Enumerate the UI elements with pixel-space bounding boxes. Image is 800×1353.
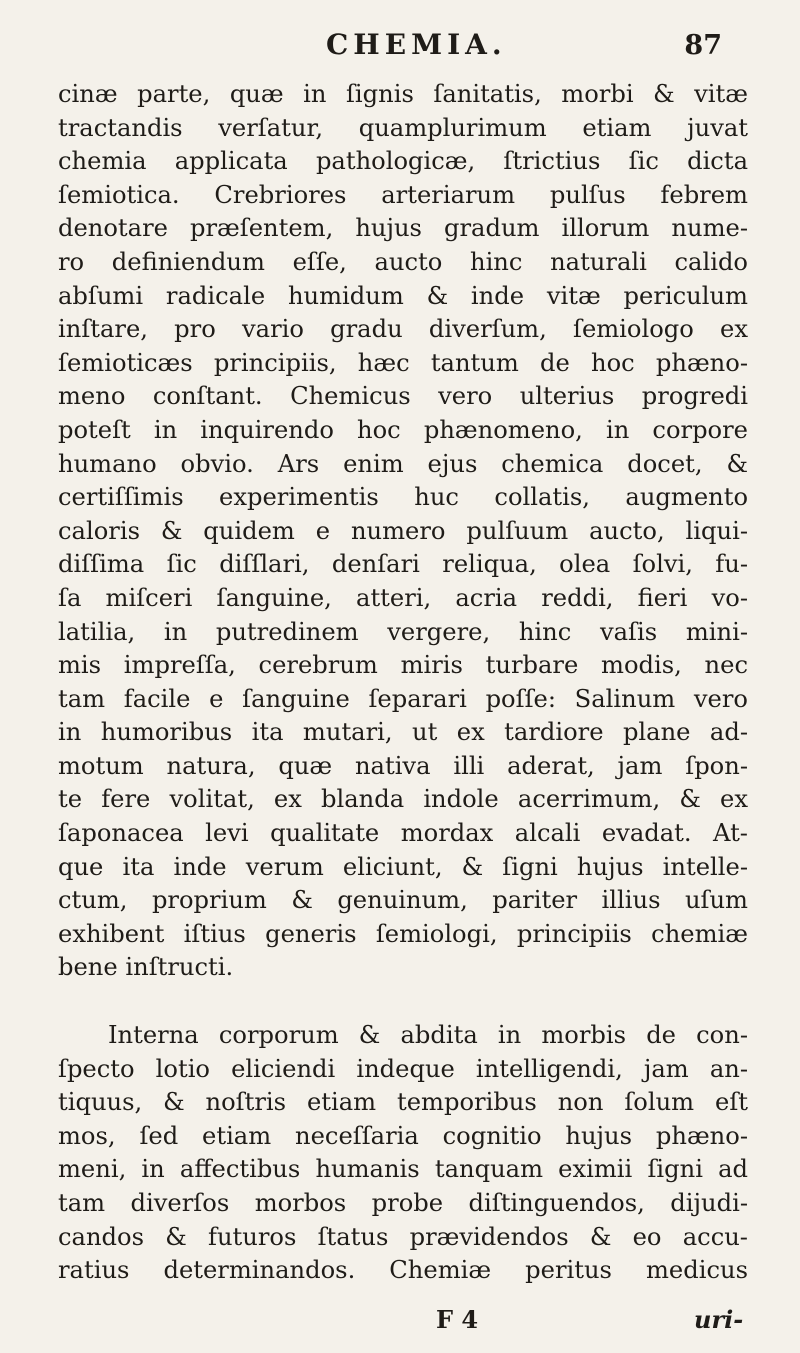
body-text — [58, 78, 748, 1288]
text-line: inſtare, pro vario gradu diverſum, ſemiologo ex — [58, 315, 748, 344]
text-line: que ita inde verum eliciunt, & ſigni hujus intelle- — [58, 852, 748, 881]
text-line: ſemioticæs principiis, hæc tantum de hoc phæno- — [58, 348, 748, 377]
text-line: exhibent iſtius generis ſemiologi, principiis chemiæ — [58, 919, 748, 948]
text-line: mos, ſed etiam neceſſaria cognitio hujus phæno- — [58, 1121, 748, 1150]
text-line: cinæ parte, quæ in ſignis ſanitatis, morbi & vitæ — [58, 80, 748, 108]
text-line: tam facile e ſanguine ſeparari poſſe: Salinum vero — [58, 684, 748, 713]
running-head — [0, 28, 800, 68]
paragraph-1 — [58, 78, 748, 985]
text-line: caloris & quidem e numero pulſuum aucto, liqui- — [58, 516, 748, 545]
text-line: ſpecto lotio eliciendi indeque intelligendi, jam an- — [58, 1054, 748, 1083]
text-line: abſumi radicale humidum & inde vitæ periculum — [58, 281, 748, 310]
text-line: tiquus, & noſtris etiam temporibus non ſolum eſt — [58, 1088, 748, 1117]
text-line: tractandis verſatur, quamplurimum etiam juvat — [58, 113, 748, 142]
page-number: 87 — [684, 30, 722, 61]
text-line: candos & futuros ſtatus prævidendos & eo accu- — [58, 1222, 748, 1251]
page-footer — [0, 1305, 800, 1345]
text-line: in humoribus ita mutari, ut ex tardiore plane ad- — [58, 718, 748, 747]
text-line: certiſſimis experimentis huc collatis, augmento — [58, 483, 748, 512]
paragraph-2 — [58, 1019, 748, 1288]
text-line: ſa miſceri ſanguine, atteri, acria reddi, fieri vo- — [58, 583, 748, 612]
paragraph-gap — [58, 985, 748, 1019]
text-line: motum natura, quæ nativa illi aderat, jam ſpon- — [58, 751, 748, 780]
text-line: bene inſtructi. — [58, 953, 234, 982]
text-line: Interna corporum & abdita in morbis de con- — [108, 1021, 748, 1050]
text-line: denotare præſentem, hujus gradum illorum nume- — [58, 214, 748, 243]
text-line: latilia, in putredinem vergere, hinc vaſis mini- — [58, 617, 748, 646]
text-line: chemia applicata pathologicæ, ſtrictius ſic dicta — [58, 147, 748, 176]
text-line: ro definiendum eſſe, aucto hinc naturali calido — [58, 247, 748, 276]
text-line: ctum, proprium & genuinum, pariter illius uſum — [58, 886, 748, 915]
text-line: tam diverſos morbos probe diſtinguendos, dijudi- — [58, 1189, 748, 1217]
text-line: ſemiotica. Crebriores arteriarum pulſus febrem — [58, 180, 748, 209]
text-line: diſſima ſic diſſlari, denſari reliqua, olea ſolvi, fu- — [58, 550, 748, 579]
running-title: CHEMIA. — [326, 28, 507, 61]
catchword: uri- — [694, 1305, 744, 1334]
signature-mark: F 4 — [436, 1305, 479, 1334]
text-line: ſaponacea levi qualitate mordax alcali evadat. At- — [58, 819, 748, 848]
text-line: meno conſtant. Chemicus vero ulterius progredi — [58, 382, 748, 411]
text-line: te fere volitat, ex blanda indole acerrimum, & ex — [58, 785, 748, 814]
text-line: meni, in affectibus humanis tanquam eximii ſigni ad — [58, 1155, 748, 1184]
text-line: ratius determinandos. Chemiæ peritus medicus — [58, 1256, 748, 1285]
text-line: mis impreſſa, cerebrum miris turbare modis, nec — [58, 651, 748, 680]
text-line: poteſt in inquirendo hoc phænomeno, in corpore — [58, 415, 748, 444]
text-line: humano obvio. Ars enim ejus chemica docet, & — [58, 449, 748, 478]
